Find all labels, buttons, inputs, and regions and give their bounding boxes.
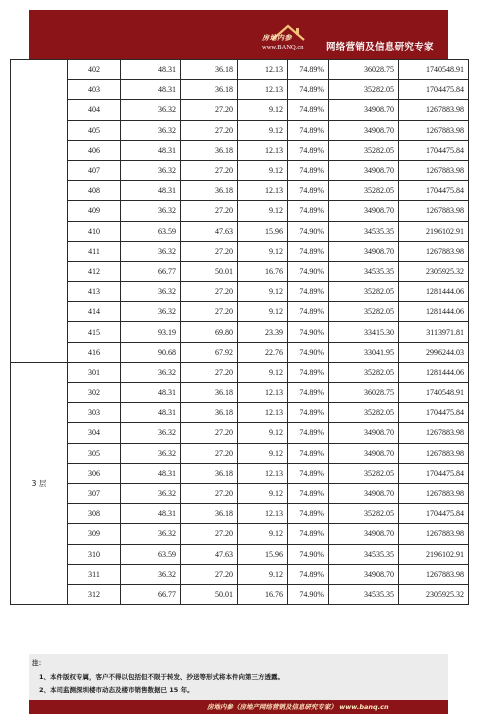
- table-cell: 74.89%: [288, 564, 329, 584]
- room-number-cell: 309: [68, 524, 121, 544]
- table-cell: 9.12: [238, 423, 288, 443]
- table-row: [11, 100, 469, 120]
- table-row: [11, 584, 469, 604]
- table-cell: 50.01: [181, 584, 238, 604]
- table-cell: 1281444.06: [399, 302, 469, 322]
- table-cell: 36.18: [181, 80, 238, 100]
- table-cell: 74.89%: [288, 80, 329, 100]
- table-cell: 1281444.06: [399, 362, 469, 382]
- table-cell: 34908.70: [329, 524, 399, 544]
- table-row: [11, 564, 469, 584]
- table-cell: 9.12: [238, 483, 288, 503]
- table-row: [11, 524, 469, 544]
- table-cell: 35282.05: [329, 463, 399, 483]
- table-cell: 1267883.98: [399, 160, 469, 180]
- table-cell: 36.32: [121, 564, 181, 584]
- table-cell: 27.20: [181, 100, 238, 120]
- table-cell: 15.96: [238, 221, 288, 241]
- table-cell: 74.89%: [288, 140, 329, 160]
- room-number-cell: 304: [68, 423, 121, 443]
- note-item: 2、本司监测深圳楼市动态及楼市销售数据已 15 年。: [39, 686, 194, 694]
- table-cell: 27.20: [181, 302, 238, 322]
- room-number-cell: 416: [68, 342, 121, 362]
- table-row: [11, 60, 469, 80]
- table-cell: 9.12: [238, 282, 288, 302]
- table-cell: 36.32: [121, 201, 181, 221]
- table-cell: 74.89%: [288, 100, 329, 120]
- room-number-cell: 413: [68, 282, 121, 302]
- table-cell: 36.18: [181, 60, 238, 80]
- room-number-cell: 307: [68, 483, 121, 503]
- table-cell: 74.89%: [288, 60, 329, 80]
- table-cell: 36.32: [121, 120, 181, 140]
- table-cell: 48.31: [121, 383, 181, 403]
- table-cell: 12.13: [238, 60, 288, 80]
- table-cell: 35282.05: [329, 403, 399, 423]
- room-number-cell: 410: [68, 221, 121, 241]
- table-row: [11, 261, 469, 281]
- table-cell: 2996244.03: [399, 342, 469, 362]
- table-cell: 63.59: [121, 544, 181, 564]
- table-cell: 48.31: [121, 60, 181, 80]
- table-cell: 1267883.98: [399, 564, 469, 584]
- table-row: [11, 241, 469, 261]
- table-cell: 36.18: [181, 463, 238, 483]
- table-cell: 34908.70: [329, 120, 399, 140]
- table-row: [11, 221, 469, 241]
- table-cell: 93.19: [121, 322, 181, 342]
- room-number-cell: 411: [68, 241, 121, 261]
- table-cell: 9.12: [238, 120, 288, 140]
- table-cell: 27.20: [181, 564, 238, 584]
- table-cell: 36.18: [181, 140, 238, 160]
- table-cell: 34535.35: [329, 221, 399, 241]
- table-row: [11, 544, 469, 564]
- table-cell: 2305925.32: [399, 261, 469, 281]
- table-cell: 12.13: [238, 504, 288, 524]
- table-row: [11, 423, 469, 443]
- table-cell: 9.12: [238, 564, 288, 584]
- table-row: [11, 181, 469, 201]
- room-number-cell: 303: [68, 403, 121, 423]
- room-number-cell: 302: [68, 383, 121, 403]
- table-cell: 34908.70: [329, 564, 399, 584]
- table-row: [11, 282, 469, 302]
- room-number-cell: 409: [68, 201, 121, 221]
- table-cell: 74.90%: [288, 584, 329, 604]
- table-cell: 27.20: [181, 524, 238, 544]
- table-cell: 47.63: [181, 221, 238, 241]
- table-cell: 36.32: [121, 362, 181, 382]
- table-cell: 74.89%: [288, 403, 329, 423]
- table-cell: 1267883.98: [399, 443, 469, 463]
- room-number-cell: 404: [68, 100, 121, 120]
- table-cell: 48.31: [121, 504, 181, 524]
- floor-cell: 3 层: [11, 362, 68, 604]
- table-cell: 2196102.91: [399, 221, 469, 241]
- table-cell: 36.32: [121, 100, 181, 120]
- table-cell: 1267883.98: [399, 423, 469, 443]
- table-cell: 36.32: [121, 241, 181, 261]
- table-cell: 35282.05: [329, 362, 399, 382]
- table-row: [11, 483, 469, 503]
- table-cell: 50.01: [181, 261, 238, 281]
- table-row: [11, 362, 469, 382]
- room-number-cell: 405: [68, 120, 121, 140]
- table-cell: 33041.95: [329, 342, 399, 362]
- table-cell: 27.20: [181, 362, 238, 382]
- table-cell: 74.90%: [288, 322, 329, 342]
- footer-bar: [29, 700, 448, 714]
- table-cell: 12.13: [238, 140, 288, 160]
- unit-price-table: [10, 59, 469, 605]
- table-cell: 9.12: [238, 443, 288, 463]
- table-cell: 36.32: [121, 282, 181, 302]
- room-number-cell: 311: [68, 564, 121, 584]
- room-number-cell: 407: [68, 160, 121, 180]
- notes-title: 注：: [32, 659, 45, 667]
- table-cell: 1704475.84: [399, 140, 469, 160]
- table-cell: 35282.05: [329, 504, 399, 524]
- table-cell: 36.32: [121, 524, 181, 544]
- table-cell: 36.32: [121, 302, 181, 322]
- table-cell: 35282.05: [329, 181, 399, 201]
- table-cell: 16.76: [238, 261, 288, 281]
- table-cell: 34535.35: [329, 261, 399, 281]
- table-cell: 63.59: [121, 221, 181, 241]
- table-cell: 12.13: [238, 403, 288, 423]
- table-cell: 74.89%: [288, 120, 329, 140]
- table-cell: 9.12: [238, 100, 288, 120]
- table-cell: 1267883.98: [399, 241, 469, 261]
- room-number-cell: 306: [68, 463, 121, 483]
- table-cell: 1267883.98: [399, 201, 469, 221]
- table-cell: 22.76: [238, 342, 288, 362]
- table-cell: 33415.30: [329, 322, 399, 342]
- table-cell: 48.31: [121, 181, 181, 201]
- table-cell: 36028.75: [329, 383, 399, 403]
- brand-site: www.BANQ.cn: [262, 44, 304, 51]
- table-cell: 34908.70: [329, 483, 399, 503]
- table-cell: 34908.70: [329, 201, 399, 221]
- table-cell: 74.90%: [288, 544, 329, 564]
- table-cell: 66.77: [121, 584, 181, 604]
- table-cell: 34908.70: [329, 443, 399, 463]
- table-cell: 12.13: [238, 463, 288, 483]
- table-cell: 27.20: [181, 483, 238, 503]
- table-cell: 66.77: [121, 261, 181, 281]
- table-cell: 34535.35: [329, 584, 399, 604]
- table-cell: 23.39: [238, 322, 288, 342]
- floor-cell: [11, 60, 68, 363]
- table-cell: 1704475.84: [399, 504, 469, 524]
- table-row: [11, 302, 469, 322]
- table-row: [11, 80, 469, 100]
- room-number-cell: 308: [68, 504, 121, 524]
- room-number-cell: 408: [68, 181, 121, 201]
- table-cell: 74.89%: [288, 241, 329, 261]
- table-cell: 34908.70: [329, 160, 399, 180]
- table-cell: 1267883.98: [399, 483, 469, 503]
- table-cell: 36.18: [181, 383, 238, 403]
- table-cell: 27.20: [181, 241, 238, 261]
- table-cell: 1267883.98: [399, 524, 469, 544]
- table-cell: 12.13: [238, 80, 288, 100]
- table-cell: 34908.70: [329, 423, 399, 443]
- table-cell: 74.89%: [288, 201, 329, 221]
- table-cell: 74.89%: [288, 181, 329, 201]
- table-cell: 35282.05: [329, 302, 399, 322]
- table-cell: 36.32: [121, 483, 181, 503]
- table-cell: 1267883.98: [399, 100, 469, 120]
- brand-name: 房地内参: [262, 34, 292, 42]
- table-cell: 90.68: [121, 342, 181, 362]
- table-cell: 27.20: [181, 443, 238, 463]
- table-cell: 35282.05: [329, 140, 399, 160]
- table-row: [11, 342, 469, 362]
- table-cell: 16.76: [238, 584, 288, 604]
- table-row: [11, 201, 469, 221]
- table-cell: 48.31: [121, 403, 181, 423]
- table-cell: 67.92: [181, 342, 238, 362]
- table-row: [11, 463, 469, 483]
- table-row: [11, 140, 469, 160]
- table-cell: 1704475.84: [399, 403, 469, 423]
- table-cell: 1740548.91: [399, 60, 469, 80]
- room-number-cell: 414: [68, 302, 121, 322]
- table-cell: 1704475.84: [399, 80, 469, 100]
- table-cell: 74.89%: [288, 383, 329, 403]
- table-cell: 1267883.98: [399, 120, 469, 140]
- table-cell: 74.89%: [288, 362, 329, 382]
- table-cell: 1740548.91: [399, 383, 469, 403]
- table-row: [11, 403, 469, 423]
- table-cell: 2196102.91: [399, 544, 469, 564]
- table-cell: 27.20: [181, 120, 238, 140]
- room-number-cell: 305: [68, 443, 121, 463]
- table-cell: 1704475.84: [399, 181, 469, 201]
- table-cell: 74.89%: [288, 443, 329, 463]
- table-cell: 36028.75: [329, 60, 399, 80]
- table-cell: 12.13: [238, 181, 288, 201]
- room-number-cell: 301: [68, 362, 121, 382]
- table-cell: 1704475.84: [399, 463, 469, 483]
- table-cell: 9.12: [238, 201, 288, 221]
- table-cell: 36.32: [121, 443, 181, 463]
- table-row: [11, 504, 469, 524]
- room-number-cell: 415: [68, 322, 121, 342]
- room-number-cell: 312: [68, 584, 121, 604]
- table-cell: 9.12: [238, 362, 288, 382]
- table-cell: 9.12: [238, 160, 288, 180]
- table-cell: 27.20: [181, 160, 238, 180]
- room-number-cell: 403: [68, 80, 121, 100]
- table-row: [11, 443, 469, 463]
- table-cell: 36.18: [181, 181, 238, 201]
- table-cell: 74.89%: [288, 160, 329, 180]
- room-number-cell: 402: [68, 60, 121, 80]
- room-number-cell: 412: [68, 261, 121, 281]
- table-cell: 9.12: [238, 241, 288, 261]
- table-cell: 34908.70: [329, 100, 399, 120]
- table-cell: 9.12: [238, 524, 288, 544]
- table-cell: 47.63: [181, 544, 238, 564]
- table-cell: 36.32: [121, 423, 181, 443]
- table-cell: 69.80: [181, 322, 238, 342]
- room-number-cell: 310: [68, 544, 121, 564]
- table-cell: 74.89%: [288, 302, 329, 322]
- footer-text: 房地内参（房地产网络营销及信息研究专家） www.banq.cn: [207, 703, 389, 711]
- table-cell: 48.31: [121, 140, 181, 160]
- table-cell: 74.89%: [288, 282, 329, 302]
- table-cell: 12.13: [238, 383, 288, 403]
- table-cell: 74.90%: [288, 221, 329, 241]
- header-tagline: 网络营销及信息研究专家: [326, 42, 434, 53]
- table-cell: 2305925.32: [399, 584, 469, 604]
- table-cell: 35282.05: [329, 282, 399, 302]
- table-cell: 74.89%: [288, 504, 329, 524]
- table-cell: 34535.35: [329, 544, 399, 564]
- table-cell: 74.89%: [288, 463, 329, 483]
- table-cell: 36.18: [181, 403, 238, 423]
- table-cell: 3113971.81: [399, 322, 469, 342]
- table-cell: 36.18: [181, 504, 238, 524]
- table-cell: 48.31: [121, 80, 181, 100]
- room-number-cell: 406: [68, 140, 121, 160]
- table-cell: 15.96: [238, 544, 288, 564]
- table-cell: 74.90%: [288, 342, 329, 362]
- table-row: [11, 383, 469, 403]
- table-cell: 74.90%: [288, 261, 329, 281]
- table-row: [11, 160, 469, 180]
- note-item: 1、本件版权专属，客户不得以包括但不限于转发、抄送等形式将本件向第三方透露。: [39, 673, 285, 681]
- table-cell: 36.32: [121, 160, 181, 180]
- table-cell: 1281444.06: [399, 282, 469, 302]
- table-cell: 74.89%: [288, 483, 329, 503]
- table-cell: 48.31: [121, 463, 181, 483]
- table-cell: 9.12: [238, 302, 288, 322]
- table-row: [11, 120, 469, 140]
- table-cell: 74.89%: [288, 524, 329, 544]
- table-cell: 27.20: [181, 282, 238, 302]
- table-cell: 27.20: [181, 423, 238, 443]
- table-cell: 34908.70: [329, 241, 399, 261]
- table-cell: 35282.05: [329, 80, 399, 100]
- table-cell: 27.20: [181, 201, 238, 221]
- table-cell: 74.89%: [288, 423, 329, 443]
- table-row: [11, 322, 469, 342]
